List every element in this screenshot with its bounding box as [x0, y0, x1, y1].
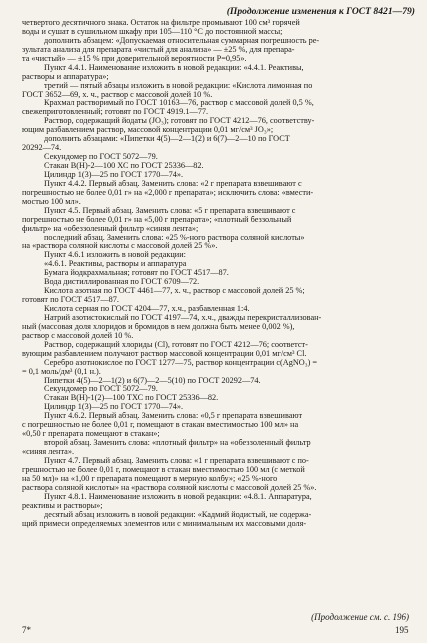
text-line: воды и сушат в сушильном шкафу при 105—110 °С до постоянной массы;: [22, 27, 283, 36]
text-line: «синяя лента».: [22, 448, 75, 456]
text-line: Стакан В(Н)-2—100 ХС по ГОСТ 25336—82.: [44, 162, 204, 170]
continuation-note: (Продолжение см. с. 196): [311, 612, 409, 622]
text-line: Раствор, содержащий йодаты (JO₃); готовят по ГОСТ 4212—76, соответству-: [44, 117, 315, 126]
text-line: Цилиндр 1(3)—25 по ГОСТ 1770—74».: [44, 170, 184, 179]
text-line: мостью 100 мл».: [22, 197, 81, 206]
text-line: на «раствора соляной кислоты с массовой долей 25 %».: [22, 242, 218, 251]
text-line: раствор с массовой долей 10 %.: [22, 331, 134, 340]
text-line: Раствор, содержащий хлориды (Cl), готовят по ГОСТ 4212—76; соответст-: [44, 340, 308, 349]
text-line: «0,50 г препарата помещают в стакан»;: [22, 430, 160, 439]
text-line: ющим разбавлением раствор, массовой концентрации 0,01 мг/см³ JO₃»;: [22, 126, 274, 135]
text-line: 20292—74.: [22, 144, 62, 153]
text-line: дополнить абзацами: «Пипетки 4(5)—2—1(2) и 6(7)—2—10 по ГОСТ: [44, 135, 290, 144]
text-line: Пункт 4.5. Первый абзац. Заменить слова: «5 г препарата взвешивают с: [44, 206, 296, 215]
text-line: третий — пятый абзацы изложить в новой редакции: «Кислота лимонная по: [44, 81, 313, 90]
text-line: Пункт 4.6.2. Первый абзац. Заменить слова: «0,5 г препарата взвешивают: [44, 412, 303, 421]
text-line: «4.6.1. Реактивы, растворы и аппаратура: [44, 260, 187, 269]
text-line: та «чистый» — ±15 % при доверительной вероятности P=0,95».: [22, 54, 247, 63]
text-line: зультата анализа для препарата «чистый для анализа» — ±25 %, для препара-: [22, 45, 295, 54]
text-line: ГОСТ 3652—69, х. ч., раствор с массовой долей 10 %.: [22, 90, 213, 99]
text-line: = 0,1 моль/дм³ (0,1 н.).: [22, 367, 101, 376]
text-line: Бумага йодкрахмальная; готовят по ГОСТ 4517—87.: [44, 269, 229, 278]
text-line: Кислота серная по ГОСТ 4204—77, х.ч., разбавленная 1:4.: [44, 305, 250, 313]
document-body: [22, 19, 418, 528]
page-header: (Продолжение изменения к ГОСТ 8421—79): [226, 6, 415, 17]
text-line: грешностью не более 0,01 г, помещают в стакан вместимостью 100 мл (с меткой: [22, 465, 305, 474]
signature-mark: 7*: [22, 625, 31, 635]
text-line: Пункт 4.6.1 изложить в новой редакции:: [44, 251, 186, 260]
text-line: последний абзац. Заменить слова: «25 %-ного раствора соляной кислоты»: [44, 233, 305, 242]
text-line: Натрий азотистокислый по ГОСТ 4197—74, х.ч., дважды перекристаллизован-: [44, 313, 322, 322]
text-line: Вода дистиллированная по ГОСТ 6709—72.: [44, 278, 200, 287]
text-line: растворы и аппаратура»;: [22, 72, 109, 81]
text-line: раствора соляной кислоты» на «раствора соляной кислоты с массовой долей 25 %».: [22, 483, 317, 492]
text-line: Пункт 4.7. Первый абзац. Заменить слова: «1 г препарата взвешивают с по-: [44, 456, 309, 465]
text-line: реактивы и растворы»;: [22, 501, 103, 510]
text-line: фильтр» на «обеззоленный фильтр «синяя лента»;: [22, 224, 199, 233]
text-line: погрешностью не более 0,01 г» на «2,000 г препарата»; исключить слова: «вмести-: [22, 188, 314, 197]
text-line: вующим разбавлением получают раствор массовой концентрации 0,01 мг/см³ Cl.: [22, 349, 307, 358]
text-line: щий примеси определяемых элементов или с минимальным их массовыми доля-: [22, 519, 307, 528]
text-line: Кислота азотная по ГОСТ 4461—77, х. ч., раствор с массовой долей 25 %;: [44, 287, 305, 296]
page-number: 195: [395, 625, 409, 635]
text-line: Серебро азотнокислое по ГОСТ 1277—75, раствор концентрации c(AgNO₃) =: [44, 358, 318, 367]
text-line: готовят по ГОСТ 4517—87.: [22, 296, 119, 305]
text-line: второй абзац. Заменить слова: «плотный фильтр» на «обеззоленный фильтр: [44, 439, 311, 448]
text-line: Пункт 4.8.1. Наименование изложить в новой редакции: «4.8.1. Аппаратура,: [44, 492, 312, 501]
text-line: Крахмал растворимый по ГОСТ 10163—76, раствор с массовой долей 0,5 %,: [44, 99, 314, 108]
text-line: Пипетки 4(5)—2—1(2) и 6(7)—2—5(10) по ГОСТ 20292—74.: [44, 376, 261, 385]
text-line: Цилиндр 1(3)—25 по ГОСТ 1770—74».: [44, 403, 184, 412]
text-line: дополнить абзацем: «Допускаемая относительная суммарная погрешность ре-: [44, 36, 320, 45]
text-line: десятый абзац изложить в новой редакции: «Кадмий йодистый, не содержа-: [44, 510, 312, 519]
text-line: Секундомер по ГОСТ 5072—79.: [44, 153, 158, 162]
text-line: Пункт 4.4.1. Наименование изложить в новой редакции: «4.4.1. Реактивы,: [44, 63, 304, 72]
text-line: Пункт 4.4.2. Первый абзац. Заменить слова: «2 г препарата взвешивают с: [44, 179, 302, 188]
text-line: четвертого десятичного знака. Остаток на фильтре промывают 100 см³ горячей: [22, 19, 300, 27]
text-line: на 50 мл)» на «1,00 г препарата помещают в мерную колбу»; «25 %-ного: [22, 474, 278, 483]
text-line: ный (массовая доля хлоридов и бромидов в нем должна быть менее 0,002 %),: [22, 322, 295, 331]
text-line: с погрешностью не более 0,01 г, помещают в стакан вместимостью 100 мл» на: [22, 421, 299, 430]
text-line: погрешностью не более 0,01 г» на «5,00 г препарата»; «плотный беззольный: [22, 215, 292, 224]
text-line: Стакан В(Н)-1(2)—100 ТХС по ГОСТ 25336—82.: [44, 394, 219, 403]
text-line: Секундомер по ГОСТ 5072—79.: [44, 385, 158, 394]
text-line: свежеприготовленный; готовят по ГОСТ 4919.1—77.: [22, 108, 209, 117]
